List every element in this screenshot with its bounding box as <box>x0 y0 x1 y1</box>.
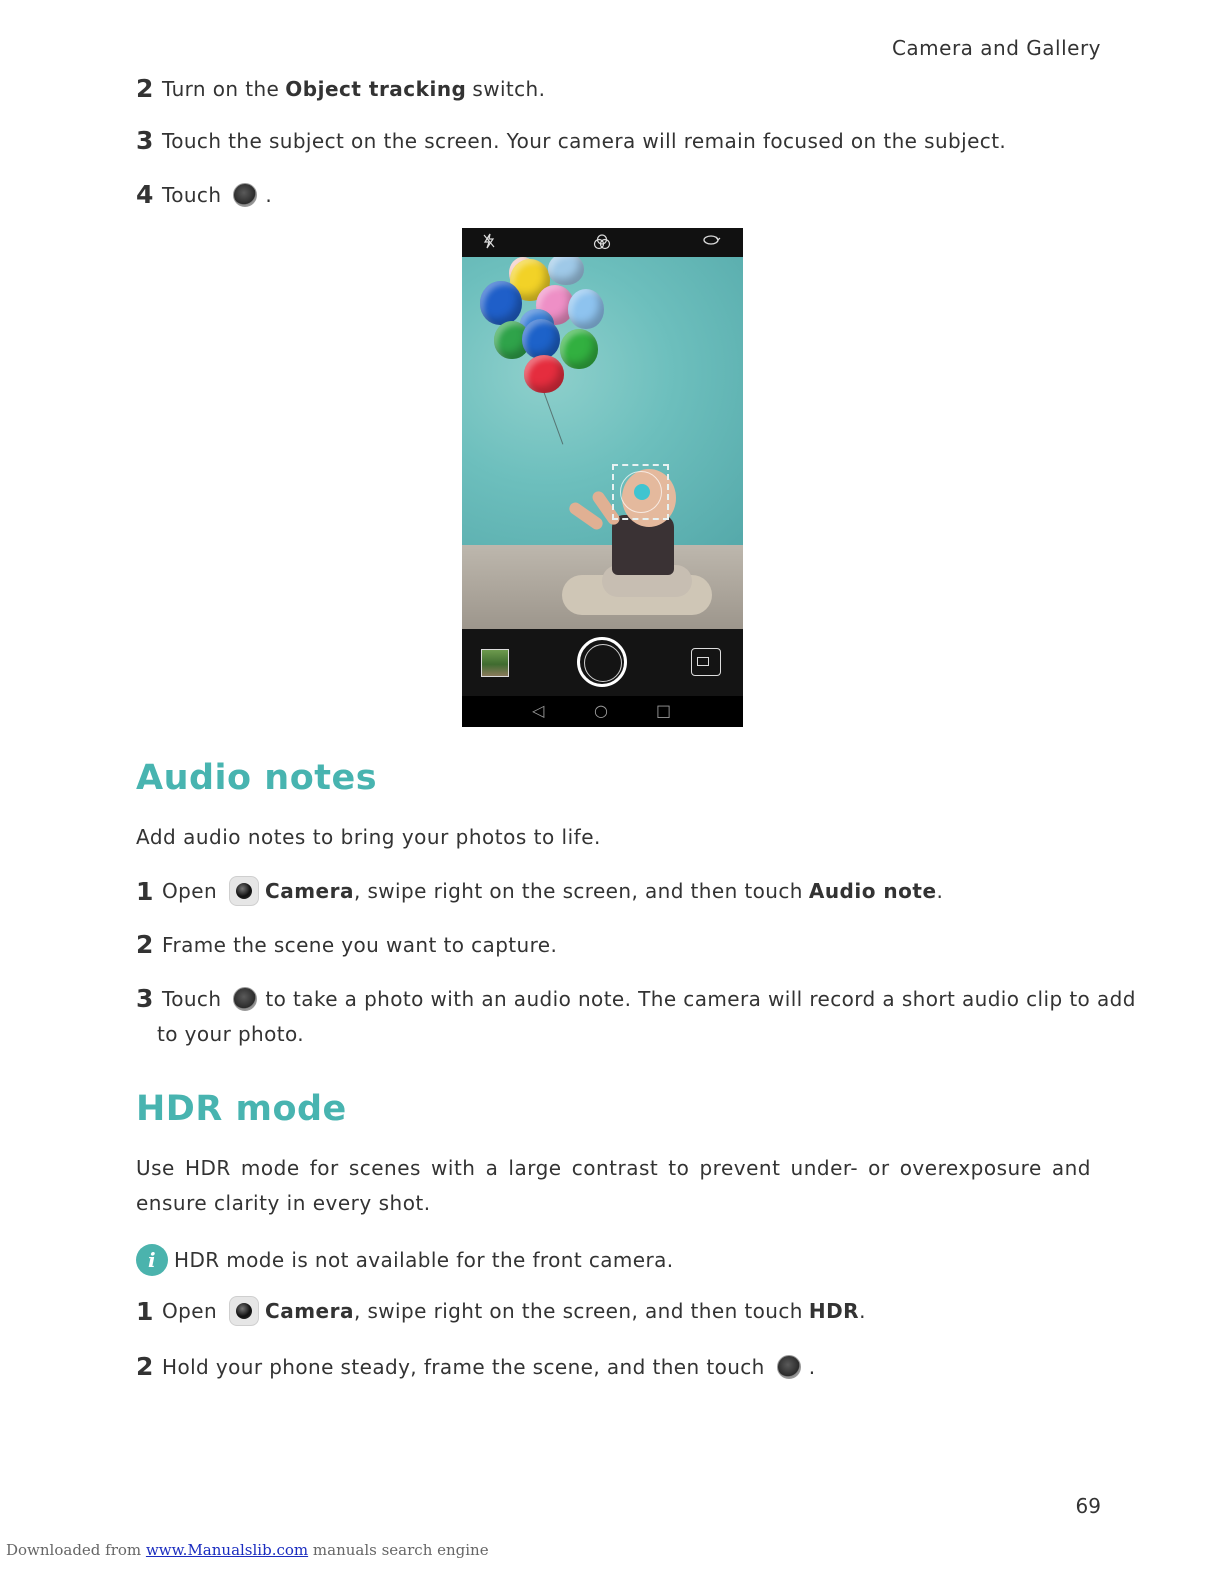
section-intro: Use HDR mode for scenes with a large contrast to prevent under- or overexposure and ensure clarity in every shot. <box>136 1156 1091 1215</box>
download-footer <box>6 1541 489 1559</box>
footer-suffix: manuals search engine <box>312 1541 489 1559</box>
step-number: 3 <box>136 126 154 155</box>
step-item <box>136 126 1006 155</box>
camera-top-bar <box>462 228 743 257</box>
shutter-icon <box>233 987 257 1011</box>
camera-app-icon <box>229 1296 259 1326</box>
step-bold-text: Object tracking <box>285 76 467 101</box>
manualslib-link[interactable]: www.Manualslib.com <box>145 1541 309 1559</box>
step-item <box>136 876 943 906</box>
step-text: , swipe right on the screen, and then touch <box>353 1299 803 1323</box>
step-bold-text: Camera <box>265 1299 354 1323</box>
page-number: 69 <box>1075 1494 1101 1518</box>
step-bold-text: Audio note <box>808 879 937 903</box>
shutter-button[interactable] <box>577 637 627 687</box>
step-item <box>136 74 545 103</box>
camera-screenshot <box>462 228 743 727</box>
step-number: 3 <box>136 984 154 1013</box>
balloon <box>548 257 584 285</box>
balloon <box>560 329 598 369</box>
section-heading-hdr-mode: HDR mode <box>136 1089 347 1129</box>
step-item <box>136 984 1136 1013</box>
note-item <box>136 1244 674 1276</box>
section-heading-audio-notes: Audio notes <box>136 758 378 798</box>
step-text: Open <box>162 879 218 903</box>
balloon <box>568 289 604 329</box>
step-item <box>136 930 557 959</box>
page-header-title: Camera and Gallery <box>891 36 1101 60</box>
system-nav-bar <box>462 696 743 727</box>
step-text: Hold your phone steady, frame the scene, and then touch <box>162 1354 765 1379</box>
gallery-thumbnail[interactable] <box>481 649 509 677</box>
step-text: to take a photo with an audio note. The camera will record a short audio clip to add <box>265 986 1136 1011</box>
step-number: 2 <box>136 1352 154 1381</box>
step-text: Touch the subject on the screen. Your camera will remain focused on the subject. <box>162 128 1007 153</box>
shutter-icon <box>233 183 257 207</box>
balloon <box>480 281 522 325</box>
step-text: , swipe right on the screen, and then touch <box>353 879 803 903</box>
step-number: 4 <box>136 180 154 209</box>
step-text: Open <box>162 1299 218 1323</box>
step-text: . <box>936 879 944 903</box>
camera-app-icon <box>229 876 259 906</box>
shutter-icon <box>777 1355 801 1379</box>
section-intro: Add audio notes to bring your photos to life. <box>136 825 601 849</box>
step-text: Touch <box>162 182 222 207</box>
object-tracking-frame <box>612 464 669 520</box>
back-icon[interactable]: ◁ <box>532 701 545 720</box>
footer-prefix: Downloaded from <box>6 1541 142 1559</box>
step-item <box>136 1352 816 1381</box>
step-bold-text: Camera <box>265 879 354 903</box>
filter-icon[interactable] <box>593 233 611 255</box>
flash-off-icon[interactable] <box>482 233 496 253</box>
camera-controls <box>462 629 743 696</box>
step-number: 2 <box>136 930 154 959</box>
step-text: . <box>859 1299 866 1323</box>
step-bold-text: HDR <box>808 1299 860 1323</box>
balloon <box>522 319 560 359</box>
step-text: Frame the scene you want to capture. <box>162 932 558 957</box>
balloon <box>524 355 564 393</box>
video-mode-icon[interactable] <box>691 648 721 676</box>
info-icon: i <box>136 1244 168 1276</box>
step-text: . <box>808 1354 816 1379</box>
step-number: 1 <box>136 876 154 906</box>
camera-viewfinder[interactable] <box>462 257 743 629</box>
step-item <box>136 180 272 209</box>
step-item <box>136 1296 866 1326</box>
step-number: 2 <box>136 74 154 103</box>
note-text: HDR mode is not available for the front camera. <box>174 1248 674 1272</box>
switch-camera-icon[interactable] <box>701 233 721 251</box>
home-icon[interactable]: ○ <box>594 701 608 720</box>
step-text: . <box>265 182 273 207</box>
recents-icon[interactable]: □ <box>656 701 672 720</box>
step-text: Touch <box>162 986 222 1011</box>
step-number: 1 <box>136 1296 154 1326</box>
step-continuation: to your photo. <box>157 1022 305 1046</box>
step-text: switch. <box>472 76 546 101</box>
step-text: Turn on the <box>162 76 280 101</box>
